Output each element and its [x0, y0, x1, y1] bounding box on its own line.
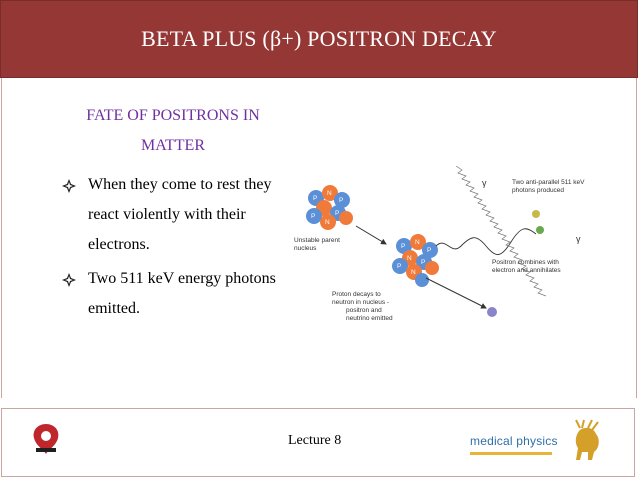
subheading-line-1: FATE OF POSITRONS IN [86, 107, 260, 124]
nucleon-n-label: N [327, 190, 332, 197]
nucleon-p-label: P [313, 195, 318, 202]
neutrino-path [426, 278, 486, 308]
nucleon-p-label: P [311, 213, 316, 220]
unstable-nucleus-label-1: Unstable parent [294, 237, 340, 244]
nucleon-p-label: P [401, 243, 406, 250]
proton-decay-label-2: neutron in nucleus - [332, 299, 390, 306]
slide-title-bar [0, 0, 638, 78]
positron-annihilation-diagram [286, 166, 638, 336]
proton-decay-label-3: positron and [346, 307, 382, 314]
stag-emblem-icon [566, 418, 608, 462]
bullet-item [62, 264, 282, 324]
bullet-list [62, 170, 282, 328]
bullet-text-1: When they come to rest they react violently with their electrons. [88, 176, 272, 253]
subheading [60, 101, 286, 161]
proton-decay-label-1: Proton decays to [332, 291, 381, 298]
nucleon-n-label: N [411, 269, 416, 276]
combines-label-2: electron and annihilates [492, 267, 561, 274]
diamond-bullet-icon [62, 179, 76, 193]
medical-physics-logo-underline [470, 452, 552, 455]
unstable-parent-nucleus [306, 185, 353, 230]
medical-physics-logo: medical physics [470, 434, 558, 448]
positron-particle [536, 226, 544, 234]
gamma-bottom-label: γ [576, 234, 581, 244]
nucleon-p-label: P [397, 263, 402, 270]
nucleon-p-label: P [339, 197, 344, 204]
lecture-label: Lecture 8 [288, 433, 342, 448]
photons-label-1: Two anti-parallel 511 keV [512, 179, 585, 186]
subheading-line-2: MATTER [141, 137, 205, 154]
nucleon-n-label: N [325, 219, 330, 226]
nucleon-n-label: N [407, 255, 412, 262]
nucleon-p-label: P [427, 247, 432, 254]
electron-particle [532, 210, 540, 218]
college-crest-icon [28, 420, 64, 456]
combines-label-1: Positron combines with [492, 259, 559, 266]
slide-title: BETA PLUS (β+) POSITRON DECAY [141, 26, 497, 51]
bullet-item [62, 170, 282, 260]
nucleon-p-label: P [335, 210, 340, 217]
unstable-nucleus-label-2: nucleus [294, 245, 317, 252]
nucleon-p-label: P [421, 259, 426, 266]
positron-path [436, 229, 536, 255]
photons-label-2: photons produced [512, 187, 565, 194]
diamond-bullet-icon [62, 273, 76, 287]
decay-arrow [356, 226, 386, 244]
neutrino-particle [487, 307, 497, 317]
proton-decay-label-4: neutrino emitted [346, 315, 393, 322]
nucleon-n-label: N [415, 239, 420, 246]
daughter-nucleus [392, 234, 439, 287]
gamma-top-label: γ [482, 178, 487, 188]
bullet-text-2: Two 511 keV energy photons emitted. [88, 270, 276, 317]
